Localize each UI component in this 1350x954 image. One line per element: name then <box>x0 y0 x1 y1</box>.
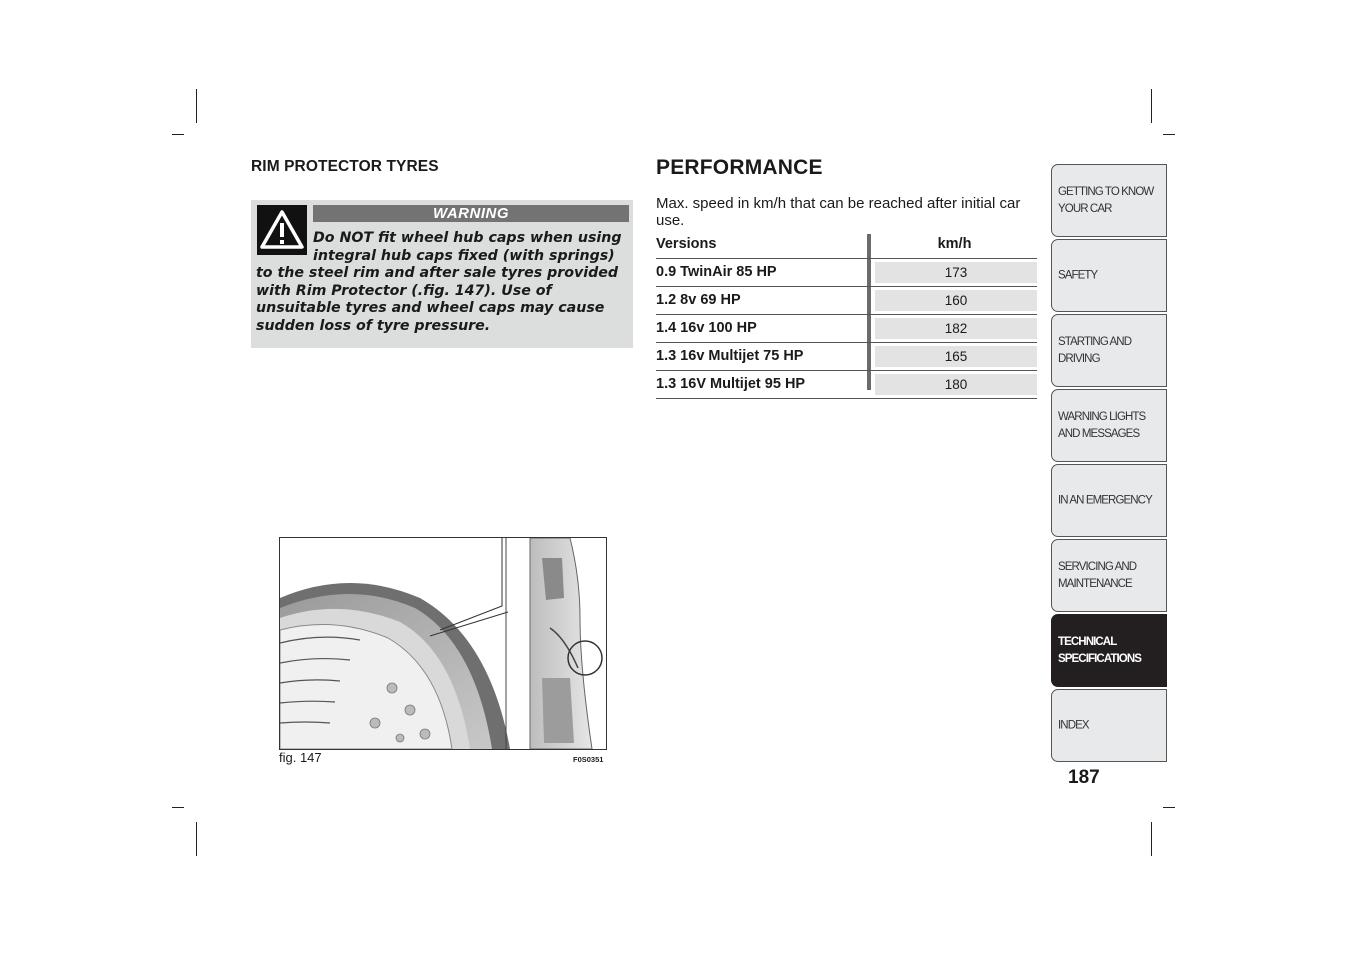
table-row <box>656 287 1037 315</box>
tab-label: IN AN EMERGENCY <box>1058 494 1152 506</box>
tyre-figure <box>279 537 607 750</box>
row-version: 1.3 16v Multijet 75 HP <box>656 348 804 364</box>
crop-mark <box>1163 807 1175 808</box>
tab-safety[interactable] <box>1051 239 1167 312</box>
row-speed: 165 <box>875 346 1037 367</box>
section-title-rim-protector: RIM PROTECTOR TYRES <box>251 158 439 175</box>
row-speed: 180 <box>875 374 1037 395</box>
crop-mark <box>1163 134 1175 135</box>
row-version: 1.3 16V Multijet 95 HP <box>656 376 806 392</box>
tab-servicing[interactable] <box>1051 539 1167 612</box>
warning-label: WARNING <box>313 205 629 222</box>
tab-index[interactable] <box>1051 689 1167 762</box>
performance-table <box>656 234 1037 399</box>
warning-text-first: Do NOT fit wheel hub caps when using integral hub caps fixed (with springs) <box>313 230 622 264</box>
crop-mark <box>172 134 184 135</box>
row-speed: 160 <box>875 290 1037 311</box>
tab-label: INDEX <box>1058 719 1089 731</box>
tab-label: SAFETY <box>1058 269 1098 281</box>
table-row <box>656 343 1037 371</box>
figure-label: fig. 147 <box>279 750 322 765</box>
header-kmh: km/h <box>937 236 972 252</box>
crop-mark <box>1151 89 1152 123</box>
crop-mark <box>196 822 197 856</box>
tab-label: SERVICING AND MAINTENANCE <box>1058 560 1137 590</box>
tab-emergency[interactable] <box>1051 464 1167 537</box>
warning-text <box>256 230 628 336</box>
performance-intro: Max. speed in km/h that can be reached after initial car use. <box>656 195 1021 229</box>
row-version: 0.9 TwinAir 85 HP <box>656 264 777 280</box>
tab-starting-driving[interactable] <box>1051 314 1167 387</box>
crop-mark <box>1151 822 1152 856</box>
tab-getting-to-know[interactable] <box>1051 164 1167 237</box>
table-row <box>656 371 1037 399</box>
table-header <box>656 234 1037 259</box>
tab-label: TECHNICAL SPECIFICATIONS <box>1058 635 1142 665</box>
crop-mark <box>172 807 184 808</box>
header-versions: Versions <box>656 236 717 252</box>
tab-technical-specifications[interactable] <box>1051 614 1167 687</box>
tab-warning-lights[interactable] <box>1051 389 1167 462</box>
row-speed: 182 <box>875 318 1037 339</box>
figure-code: F0S0351 <box>573 755 604 764</box>
table-row <box>656 315 1037 343</box>
row-version: 1.4 16v 100 HP <box>656 320 757 336</box>
page-number: 187 <box>1068 767 1100 788</box>
performance-title: PERFORMANCE <box>656 156 823 179</box>
row-version: 1.2 8v 69 HP <box>656 292 741 308</box>
tab-label: STARTING AND DRIVING <box>1058 335 1132 365</box>
table-row <box>656 259 1037 287</box>
row-speed: 173 <box>875 262 1037 283</box>
crop-mark <box>196 89 197 123</box>
tab-label: GETTING TO KNOW YOUR CAR <box>1058 185 1154 215</box>
warning-text-rest: to the steel rim and after sale tyres provided with Rim Protector (.fig. 147). Use of unsuitable tyres and wheel caps may cause sudden loss of tyre pressure. <box>256 265 619 334</box>
tab-label: WARNING LIGHTS AND MESSAGES <box>1058 410 1146 440</box>
warning-box <box>251 200 633 348</box>
